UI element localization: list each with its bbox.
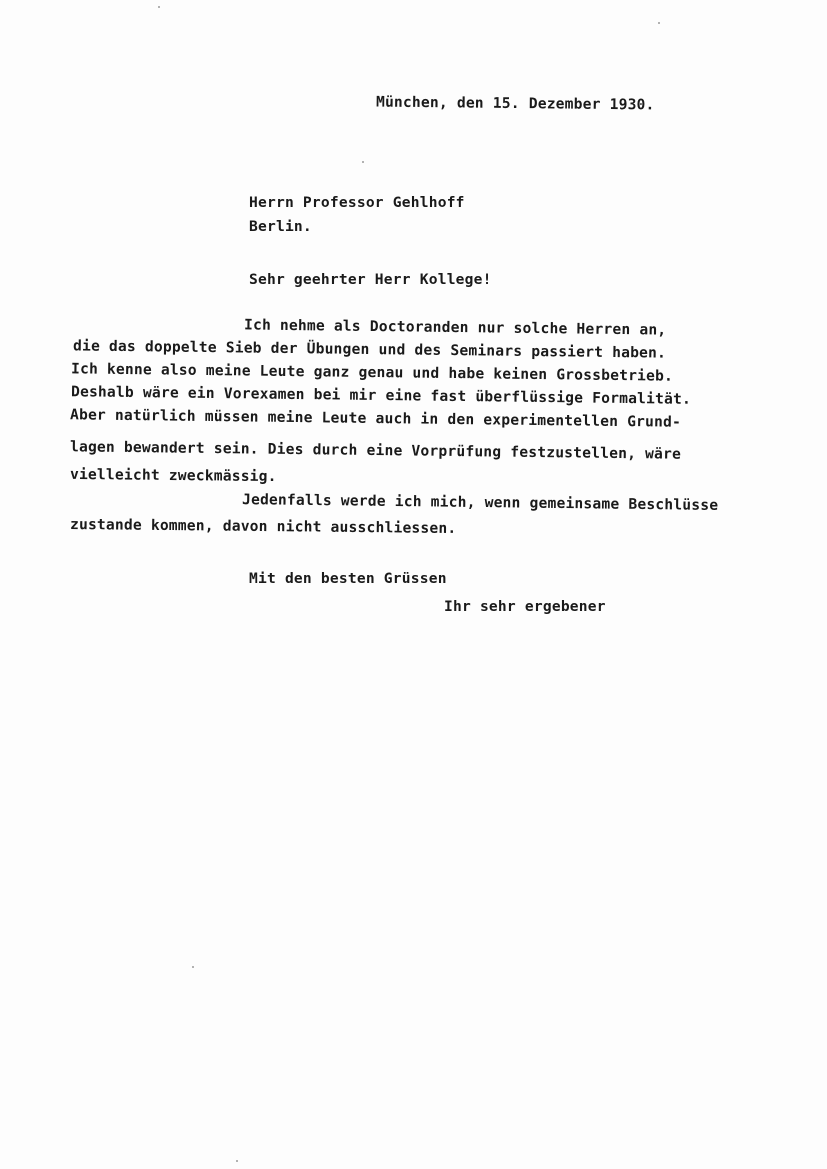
body-line-8: Jedenfalls werde ich mich, wenn gemeinsame Beschlüsse [241, 491, 719, 514]
closing: Mit den besten Grüssen [249, 570, 447, 587]
body-line-2: die das doppelte Sieb der Übungen und des Seminars passiert haben. [72, 337, 667, 362]
paper-speck [658, 22, 660, 24]
salutation: Sehr geehrter Herr Kollege! [249, 271, 492, 288]
recipient-city: Berlin. [249, 218, 312, 235]
paper-speck [362, 161, 364, 163]
paper-speck [192, 966, 194, 968]
letter-date: München, den 15. Dezember 1930. [375, 93, 655, 114]
body-line-1: Ich nehme als Doctoranden nur solche Herren an, [243, 316, 667, 339]
body-line-9: zustande kommen, davon nicht ausschliessen. [69, 515, 457, 538]
signoff: Ihr sehr ergebener [444, 598, 606, 615]
body-line-5: Aber natürlich müssen meine Leute auch in den experimentellen Grund- [69, 406, 682, 431]
body-line-3: Ich kenne also meine Leute ganz genau und habe keinen Grossbetrieb. [70, 360, 674, 385]
paper-speck [158, 6, 160, 8]
recipient-name: Herrn Professor Gehlhoff [249, 194, 465, 211]
paper-speck [236, 1160, 238, 1162]
body-line-7: vielleicht zweckmässig. [69, 465, 277, 486]
body-line-4: Deshalb wäre ein Vorexamen bei mir eine fast überflüssige Formalität. [70, 383, 692, 408]
body-line-6: lagen bewandert sein. Dies durch eine Vorprüfung festzustellen, wäre [69, 438, 682, 463]
